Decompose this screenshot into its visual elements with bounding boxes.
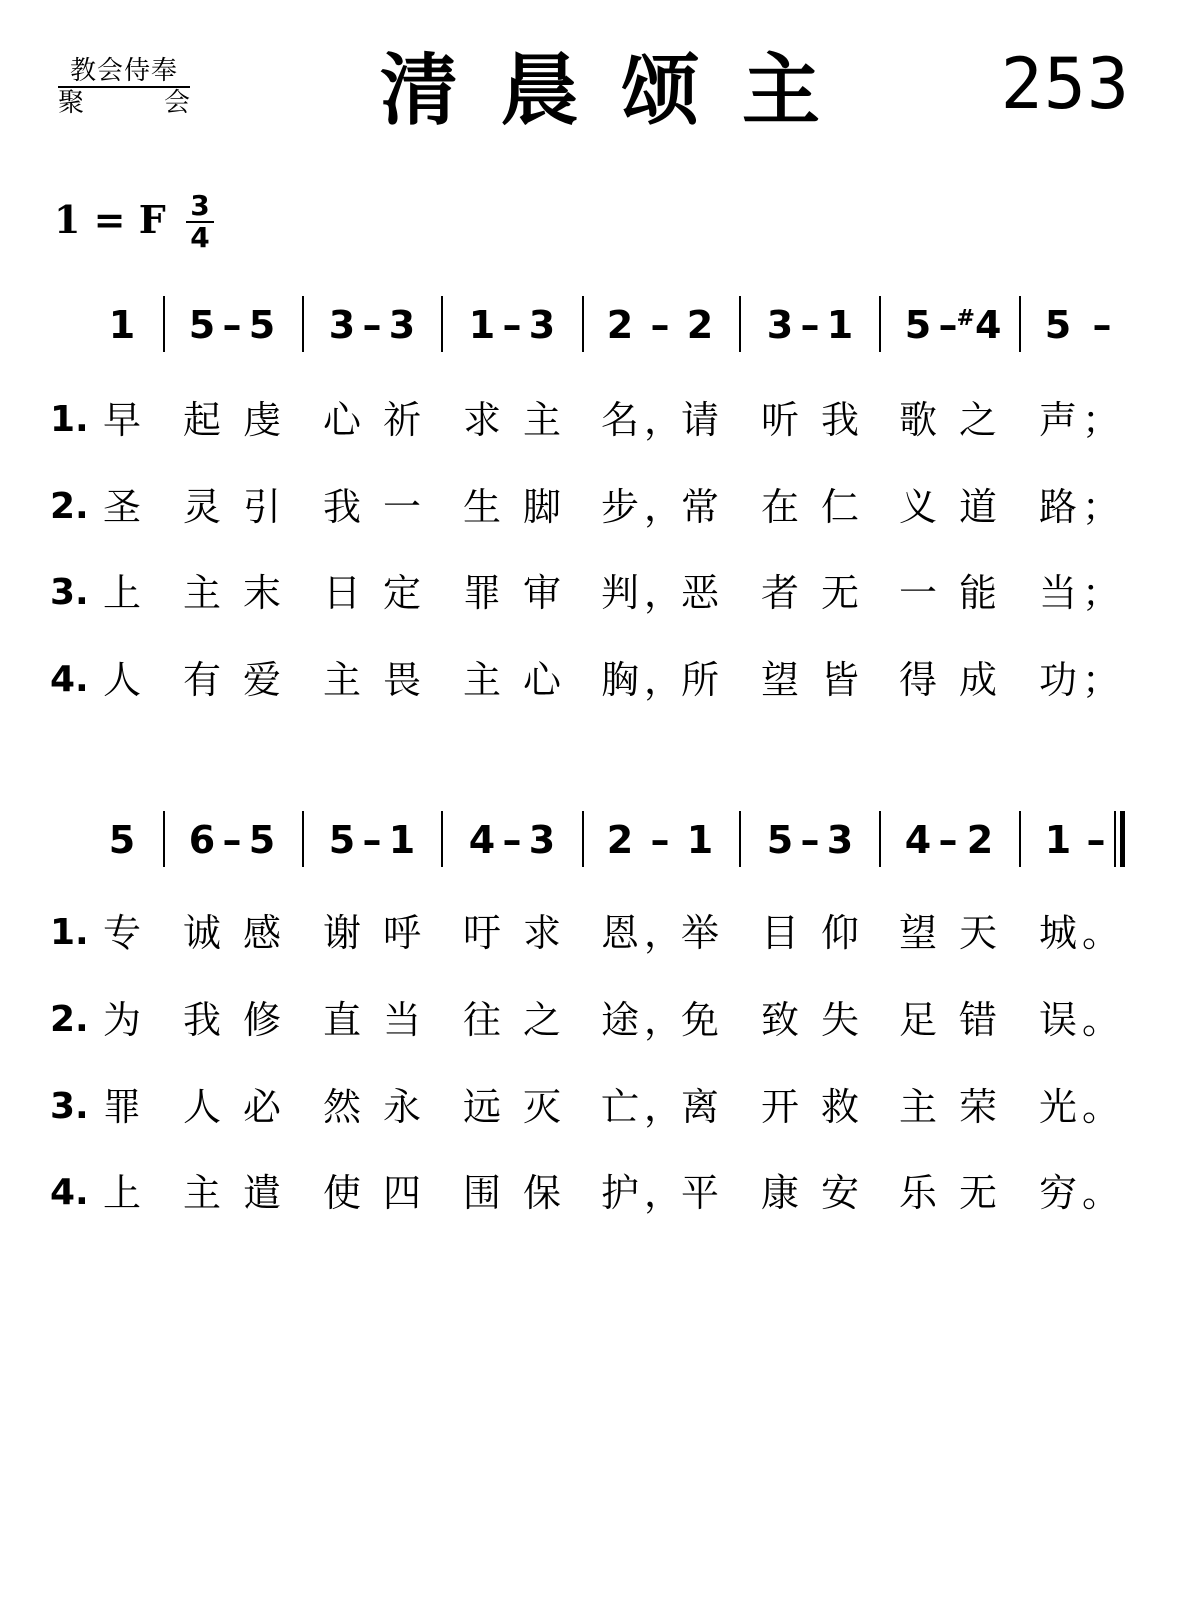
- lyric-char: 罪: [102, 1085, 141, 1129]
- lyric-char: 望: [760, 658, 799, 702]
- lyric-char: 之: [958, 398, 997, 442]
- lyric-char: 者: [760, 571, 799, 615]
- bar-line: [1019, 811, 1021, 867]
- lyric-char: 皆: [820, 658, 859, 702]
- lyric-char: 必: [242, 1085, 281, 1129]
- lyric-punctuation: ；: [1082, 398, 1121, 442]
- lyric-char: 误: [1038, 998, 1077, 1042]
- bar-line: [582, 296, 584, 352]
- note: 5: [108, 818, 136, 862]
- lyric-punctuation: 。: [1082, 911, 1121, 955]
- lyric-char: 起: [182, 398, 221, 442]
- title-char: 晨: [500, 46, 579, 136]
- note-dash: –: [650, 303, 670, 347]
- lyric-char: 举: [680, 911, 719, 955]
- lyric-char: 开: [760, 1085, 799, 1129]
- bar-line: [879, 811, 881, 867]
- note-dash: –: [362, 818, 382, 862]
- lyric-char: 早: [102, 398, 141, 442]
- lyric-char: 罪: [462, 571, 501, 615]
- lyric-char: 然: [322, 1085, 361, 1129]
- lyric-char: 脚: [522, 485, 561, 529]
- note: 2: [686, 303, 714, 347]
- hymn-title: [380, 46, 820, 136]
- lyric-char: 为: [102, 998, 141, 1042]
- lyric-char: 遣: [242, 1171, 281, 1215]
- category-sublabel: [58, 88, 190, 118]
- lyric-char: 平: [680, 1171, 719, 1215]
- final-bar-thick: [1120, 811, 1125, 867]
- note: 4: [468, 818, 496, 862]
- note: 3: [826, 818, 854, 862]
- lyric-punctuation: 。: [1082, 1085, 1121, 1129]
- lyric-char: 呼: [382, 911, 421, 955]
- bar-line: [739, 811, 741, 867]
- lyric-char: 城: [1038, 911, 1077, 955]
- note: 1: [826, 303, 854, 347]
- bar-line: [739, 296, 741, 352]
- note: 2: [966, 818, 994, 862]
- lyric-char: 定: [382, 571, 421, 615]
- note: 1: [468, 303, 496, 347]
- note-dash: –: [800, 818, 820, 862]
- lyric-punctuation: 。: [1082, 998, 1121, 1042]
- lyric-char: 灵: [182, 485, 221, 529]
- title-char: 主: [741, 46, 820, 136]
- note: 2: [606, 303, 634, 347]
- bar-line: [582, 811, 584, 867]
- lyric-char: 离: [680, 1085, 719, 1129]
- lyric-char: 步: [600, 485, 639, 529]
- lyric-char: 审: [522, 571, 561, 615]
- lyric-char: 听: [760, 398, 799, 442]
- lyric-char: 虔: [242, 398, 281, 442]
- lyric-char: 主: [182, 571, 221, 615]
- bar-line: [441, 296, 443, 352]
- lyric-char: 我: [322, 485, 361, 529]
- lyric-char: 恶: [680, 571, 719, 615]
- note: 6: [188, 818, 216, 862]
- note: 5: [248, 303, 276, 347]
- lyric-char: 致: [760, 998, 799, 1042]
- lyric-char: 使: [322, 1171, 361, 1215]
- note: 1: [1044, 818, 1072, 862]
- note-dash: –: [1092, 303, 1112, 347]
- lyric-char: 道: [958, 485, 997, 529]
- lyric-char: 护: [600, 1171, 639, 1215]
- lyric-char: 我: [182, 998, 221, 1042]
- lyric-char: 祈: [382, 398, 421, 442]
- lyric-char: 一: [382, 485, 421, 529]
- hymn-number: 253: [1000, 43, 1130, 125]
- note: 5: [188, 303, 216, 347]
- note-dash: –: [362, 303, 382, 347]
- lyric-char: 失: [820, 998, 859, 1042]
- note-dash: –: [938, 818, 958, 862]
- lyric-char: 名: [600, 398, 639, 442]
- bar-line: [1019, 296, 1021, 352]
- lyric-punctuation: ，: [644, 998, 683, 1042]
- lyric-char: 康: [760, 1171, 799, 1215]
- lyric-char: 救: [820, 1085, 859, 1129]
- lyric-char: 当: [382, 998, 421, 1042]
- lyric-char: 望: [898, 911, 937, 955]
- note: 2: [606, 818, 634, 862]
- lyric-char: 得: [898, 658, 937, 702]
- lyric-punctuation: ，: [644, 571, 683, 615]
- lyric-char: 上: [102, 571, 141, 615]
- lyric-char: 吁: [462, 911, 501, 955]
- lyric-char: 光: [1038, 1085, 1077, 1129]
- lyric-char: 畏: [382, 658, 421, 702]
- lyric-char: 主: [182, 1171, 221, 1215]
- lyric-char: 生: [462, 485, 501, 529]
- key-signature: 1 = F: [54, 197, 166, 242]
- note-dash: –: [938, 303, 958, 347]
- lyric-char: 荣: [958, 1085, 997, 1129]
- lyric-punctuation: ；: [1082, 485, 1121, 529]
- lyric-char: 直: [322, 998, 361, 1042]
- note: 4: [904, 818, 932, 862]
- note: 3: [766, 303, 794, 347]
- lyric-punctuation: ，: [644, 1171, 683, 1215]
- lyric-char: 足: [898, 998, 937, 1042]
- bar-line: [163, 811, 165, 867]
- lyric-char: 主: [522, 398, 561, 442]
- bar-line: [302, 811, 304, 867]
- verse-number: 4.: [50, 659, 89, 700]
- lyric-char: 成: [958, 658, 997, 702]
- lyric-char: 免: [680, 998, 719, 1042]
- note-dash: –: [650, 818, 670, 862]
- lyric-char: 我: [820, 398, 859, 442]
- lyric-char: 人: [182, 1085, 221, 1129]
- lyric-char: 围: [462, 1171, 501, 1215]
- lyric-char: 无: [958, 1171, 997, 1215]
- verse-number: 3.: [50, 572, 89, 613]
- bar-line: [879, 296, 881, 352]
- lyric-char: 往: [462, 998, 501, 1042]
- lyric-punctuation: ；: [1082, 571, 1121, 615]
- note: 3: [528, 303, 556, 347]
- lyric-char: 求: [522, 911, 561, 955]
- lyric-char: 乐: [898, 1171, 937, 1215]
- bar-line: [302, 296, 304, 352]
- note: 3: [328, 303, 356, 347]
- lyric-char: 请: [680, 398, 719, 442]
- lyric-char: 路: [1038, 485, 1077, 529]
- verse-number: 2.: [50, 999, 89, 1040]
- lyric-char: 修: [242, 998, 281, 1042]
- lyric-char: 谢: [322, 911, 361, 955]
- lyric-char: 圣: [102, 485, 141, 529]
- lyric-char: 日: [322, 571, 361, 615]
- lyric-char: 保: [522, 1171, 561, 1215]
- lyric-char: 天: [958, 911, 997, 955]
- verse-number: 1.: [50, 399, 89, 440]
- lyric-char: 判: [600, 571, 639, 615]
- note-dash: –: [222, 303, 242, 347]
- bar-line: [163, 296, 165, 352]
- time-signature-bottom: 4: [190, 221, 210, 254]
- lyric-char: 声: [1038, 398, 1077, 442]
- final-bar-thin: [1114, 811, 1116, 867]
- lyric-char: 引: [242, 485, 281, 529]
- note: 3: [528, 818, 556, 862]
- note-dash: –: [1086, 818, 1106, 862]
- lyric-char: 永: [382, 1085, 421, 1129]
- title-char: 颂: [621, 46, 700, 136]
- lyric-char: 歌: [898, 398, 937, 442]
- verse-number: 1.: [50, 912, 89, 953]
- lyric-char: 感: [242, 911, 281, 955]
- lyric-char: 心: [322, 398, 361, 442]
- lyric-char: 远: [462, 1085, 501, 1129]
- verse-number: 4.: [50, 1172, 89, 1213]
- note: 5: [328, 818, 356, 862]
- lyric-char: 错: [958, 998, 997, 1042]
- lyric-char: 末: [242, 571, 281, 615]
- lyric-char: 爱: [242, 658, 281, 702]
- lyric-char: 心: [522, 658, 561, 702]
- lyric-char: 所: [680, 658, 719, 702]
- lyric-char: 仰: [820, 911, 859, 955]
- bar-line: [441, 811, 443, 867]
- lyric-punctuation: ；: [1082, 658, 1121, 702]
- note-dash: –: [502, 818, 522, 862]
- lyric-char: 能: [958, 571, 997, 615]
- note: 5: [248, 818, 276, 862]
- lyric-char: 途: [600, 998, 639, 1042]
- category-sublabel-char: 会: [163, 88, 190, 118]
- lyric-char: 一: [898, 571, 937, 615]
- note: 5: [766, 818, 794, 862]
- lyric-char: 上: [102, 1171, 141, 1215]
- lyric-char: 诚: [182, 911, 221, 955]
- lyric-char: 主: [898, 1085, 937, 1129]
- lyric-char: 亡: [600, 1085, 639, 1129]
- lyric-punctuation: ，: [644, 658, 683, 702]
- lyric-punctuation: ，: [644, 1085, 683, 1129]
- lyric-char: 专: [102, 911, 141, 955]
- note: 5: [904, 303, 932, 347]
- lyric-char: 当: [1038, 571, 1077, 615]
- verse-number: 2.: [50, 486, 89, 527]
- time-signature: [186, 189, 214, 254]
- title-char: 清: [380, 46, 459, 136]
- category-sublabel-char: 聚: [58, 88, 85, 118]
- lyric-punctuation: 。: [1082, 1171, 1121, 1215]
- lyric-punctuation: ，: [644, 911, 683, 955]
- lyric-char: 目: [760, 911, 799, 955]
- lyric-char: 胸: [600, 658, 639, 702]
- lyric-char: 有: [182, 658, 221, 702]
- lyric-char: 安: [820, 1171, 859, 1215]
- lyric-char: 主: [462, 658, 501, 702]
- category-label: 教会侍奉: [58, 56, 190, 88]
- note-dash: –: [222, 818, 242, 862]
- sharp-sign: #: [956, 306, 975, 331]
- lyric-char: 之: [522, 998, 561, 1042]
- lyric-char: 主: [322, 658, 361, 702]
- lyric-char: 求: [462, 398, 501, 442]
- lyric-punctuation: ，: [644, 398, 683, 442]
- lyric-char: 灭: [522, 1085, 561, 1129]
- lyric-char: 在: [760, 485, 799, 529]
- lyric-punctuation: ，: [644, 485, 683, 529]
- note: 3: [388, 303, 416, 347]
- verse-number: 3.: [50, 1086, 89, 1127]
- note: 1: [108, 303, 136, 347]
- note-dash: –: [502, 303, 522, 347]
- lyric-char: 恩: [600, 911, 639, 955]
- lyric-char: 四: [382, 1171, 421, 1215]
- lyric-char: 功: [1038, 658, 1077, 702]
- lyric-char: 人: [102, 658, 141, 702]
- lyric-char: 仁: [820, 485, 859, 529]
- note: 5: [1044, 303, 1072, 347]
- lyric-char: 无: [820, 571, 859, 615]
- lyric-char: 常: [680, 485, 719, 529]
- note-dash: –: [800, 303, 820, 347]
- note: 1: [388, 818, 416, 862]
- lyric-char: 义: [898, 485, 937, 529]
- note: 1: [686, 818, 714, 862]
- note: #4: [956, 303, 1002, 347]
- time-signature-top: 3: [190, 189, 210, 222]
- lyric-char: 穷: [1038, 1171, 1077, 1215]
